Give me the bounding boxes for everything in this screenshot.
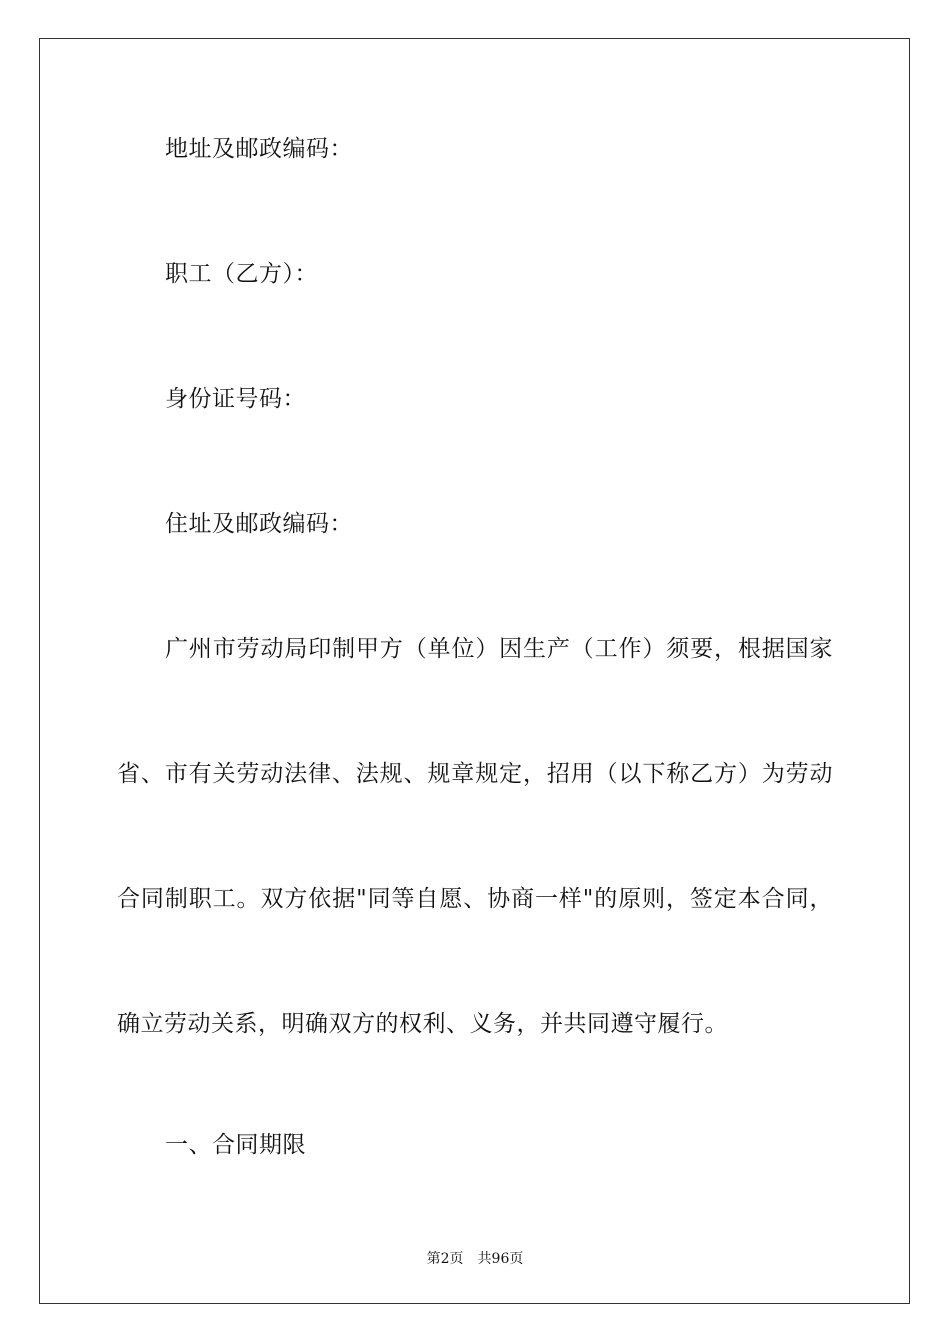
paragraph-line: 广州市劳动局印制甲方（单位）因生产（工作）须要，根据国家 xyxy=(165,636,833,662)
page-number: 第2页 xyxy=(426,1251,464,1267)
page-footer xyxy=(0,1248,950,1268)
residence-postcode-label: 住址及邮政编码： xyxy=(165,511,353,537)
paragraph-line: 合同制职工。双方依据"同等自愿、协商一样"的原则，签定本合同， xyxy=(117,886,833,912)
id-number-label: 身份证号码： xyxy=(165,386,306,412)
section-heading: 一、合同期限 xyxy=(165,1132,306,1158)
address-postcode-label: 地址及邮政编码： xyxy=(165,136,353,162)
paragraph-line: 省、市有关劳动法律、法规、规章规定，招用（以下称乙方）为劳动 xyxy=(117,761,833,787)
employee-party-b-label: 职工（乙方）： xyxy=(165,261,318,287)
paragraph-line: 确立劳动关系，明确双方的权利、义务，并共同遵守履行。 xyxy=(117,1011,728,1037)
page-total: 共96页 xyxy=(477,1251,524,1267)
page-border xyxy=(39,38,910,1304)
